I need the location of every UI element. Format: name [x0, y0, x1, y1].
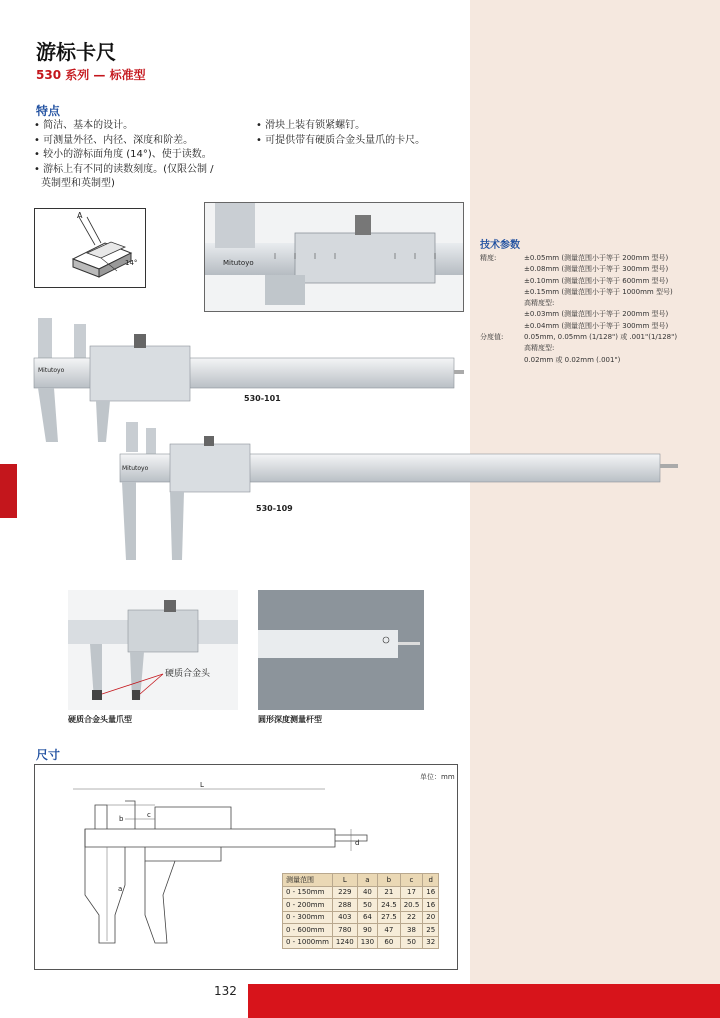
depth-rod-caption: 圆形深度测量杆型	[258, 715, 322, 724]
vernier-angle-diagram	[34, 208, 146, 288]
table-row	[283, 924, 439, 937]
page-title: 游标卡尺	[36, 40, 116, 64]
table-cell: 20	[423, 911, 439, 924]
table-header: d	[423, 874, 439, 887]
table-cell: 0 - 600mm	[283, 924, 333, 937]
brand-logo: Mitutoyo	[122, 465, 149, 472]
spec-value: ±0.05mm (测量范围小于等于 200mm 型号)	[524, 254, 669, 262]
table-cell: 24.5	[378, 899, 401, 912]
table-header-row	[283, 874, 439, 887]
table-cell: 27.5	[378, 911, 401, 924]
table-cell: 64	[357, 911, 377, 924]
table-cell: 32	[423, 936, 439, 949]
spec-value: 高精度型:	[524, 299, 555, 308]
dim-label-b: b	[119, 815, 124, 823]
table-cell: 16	[423, 899, 439, 912]
table-cell: 22	[400, 911, 423, 924]
vernier-closeup-photo	[204, 202, 464, 312]
section-tab-marker	[0, 464, 17, 518]
feature-item: • 简洁、基本的设计。	[34, 119, 259, 134]
table-cell: 0 - 300mm	[283, 911, 333, 924]
table-header: c	[400, 874, 423, 887]
unit-label: 单位：mm	[420, 773, 455, 781]
table-cell: 16	[423, 886, 439, 899]
brand-logo: Mitutoyo	[38, 367, 65, 374]
table-cell: 17	[400, 886, 423, 899]
table-cell: 288	[332, 899, 357, 912]
dim-label-L: L	[200, 781, 204, 789]
dim-label-c: c	[147, 811, 151, 819]
table-cell: 90	[357, 924, 377, 937]
table-cell: 1240	[332, 936, 357, 949]
dim-label-a: a	[118, 885, 123, 893]
table-cell: 38	[400, 924, 423, 937]
table-row	[283, 886, 439, 899]
table-header: L	[332, 874, 357, 887]
table-header: b	[378, 874, 401, 887]
diagram-angle: 14°	[125, 259, 138, 267]
feature-item: • 滑块上装有锁紧螺钉。	[256, 119, 466, 134]
table-header: a	[357, 874, 377, 887]
dimensions-table	[282, 873, 439, 949]
feature-item-continued: 英制型和英制型)	[41, 178, 115, 189]
table-cell: 50	[400, 936, 423, 949]
table-cell: 47	[378, 924, 401, 937]
spec-accuracy-label: 精度:	[480, 254, 497, 262]
model-label-530-109: 530-109	[256, 504, 293, 513]
diagram-label-a: A	[77, 211, 83, 220]
table-cell: 60	[378, 936, 401, 949]
feature-item: • 可测量外径、内径、深度和阶差。	[34, 134, 259, 149]
tech-specs-heading: 技术参数	[480, 240, 520, 251]
vernier-angle-drawing	[35, 209, 145, 287]
table-cell: 403	[332, 911, 357, 924]
table-header: 测量范围	[283, 874, 333, 887]
spec-value: 0.02mm 或 0.02mm (.001")	[524, 355, 621, 364]
spec-value: ±0.15mm (测量范围小于等于 1000mm 型号)	[524, 287, 673, 296]
table-cell: 130	[357, 936, 377, 949]
table-cell: 0 - 1000mm	[283, 936, 333, 949]
table-cell: 0 - 200mm	[283, 899, 333, 912]
spec-value: ±0.04mm (测量范围小于等于 300mm 型号)	[524, 321, 669, 330]
table-cell: 25	[423, 924, 439, 937]
feature-item: • 可提供带有硬质合金头量爪的卡尺。	[256, 134, 466, 149]
features-right-list	[256, 119, 466, 148]
page-subtitle: 530 系列 — 标准型	[36, 68, 146, 82]
feature-item: • 较小的游标面角度 (14°)、使于读数。	[34, 148, 259, 163]
model-label-530-101: 530-101	[244, 394, 281, 403]
spec-value: ±0.10mm (测量范围小于等于 600mm 型号)	[524, 276, 669, 285]
dim-label-d: d	[355, 839, 360, 847]
table-cell: 40	[357, 886, 377, 899]
features-heading: 特点	[36, 104, 61, 118]
spec-value: ±0.03mm (测量范围小于等于 200mm 型号)	[524, 310, 669, 319]
brand-logo: Mitutoyo	[223, 259, 254, 267]
carbide-jaw-caption: 硬质合金头量爪型	[68, 715, 132, 724]
caliper-530-109-photo	[112, 420, 684, 570]
tech-specs-block	[480, 253, 677, 366]
spec-value: 高精度型:	[524, 344, 555, 353]
table-cell: 229	[332, 886, 357, 899]
table-row	[283, 899, 439, 912]
footer-bar	[248, 984, 720, 1018]
spec-value: ±0.08mm (测量范围小于等于 300mm 型号)	[524, 265, 669, 274]
dimensions-heading: 尺寸	[36, 748, 61, 762]
table-row	[283, 936, 439, 949]
table-cell: 20.5	[400, 899, 423, 912]
table-cell: 50	[357, 899, 377, 912]
table-cell: 0 - 150mm	[283, 886, 333, 899]
carbide-jaw-photo	[68, 590, 238, 710]
table-row	[283, 911, 439, 924]
table-cell: 780	[332, 924, 357, 937]
feature-item: • 游标上有不同的读数刻度。(仅限公制 /	[34, 163, 259, 178]
spec-resolution-label: 分度值:	[480, 333, 504, 342]
page-number: 132	[214, 984, 237, 998]
carbide-tip-label: 硬质合金头	[165, 669, 211, 679]
features-left-list	[34, 119, 259, 192]
depth-rod-photo	[258, 590, 424, 710]
spec-value: 0.05mm, 0.05mm (1/128") 或 .001"(1/128")	[524, 333, 678, 342]
table-cell: 21	[378, 886, 401, 899]
